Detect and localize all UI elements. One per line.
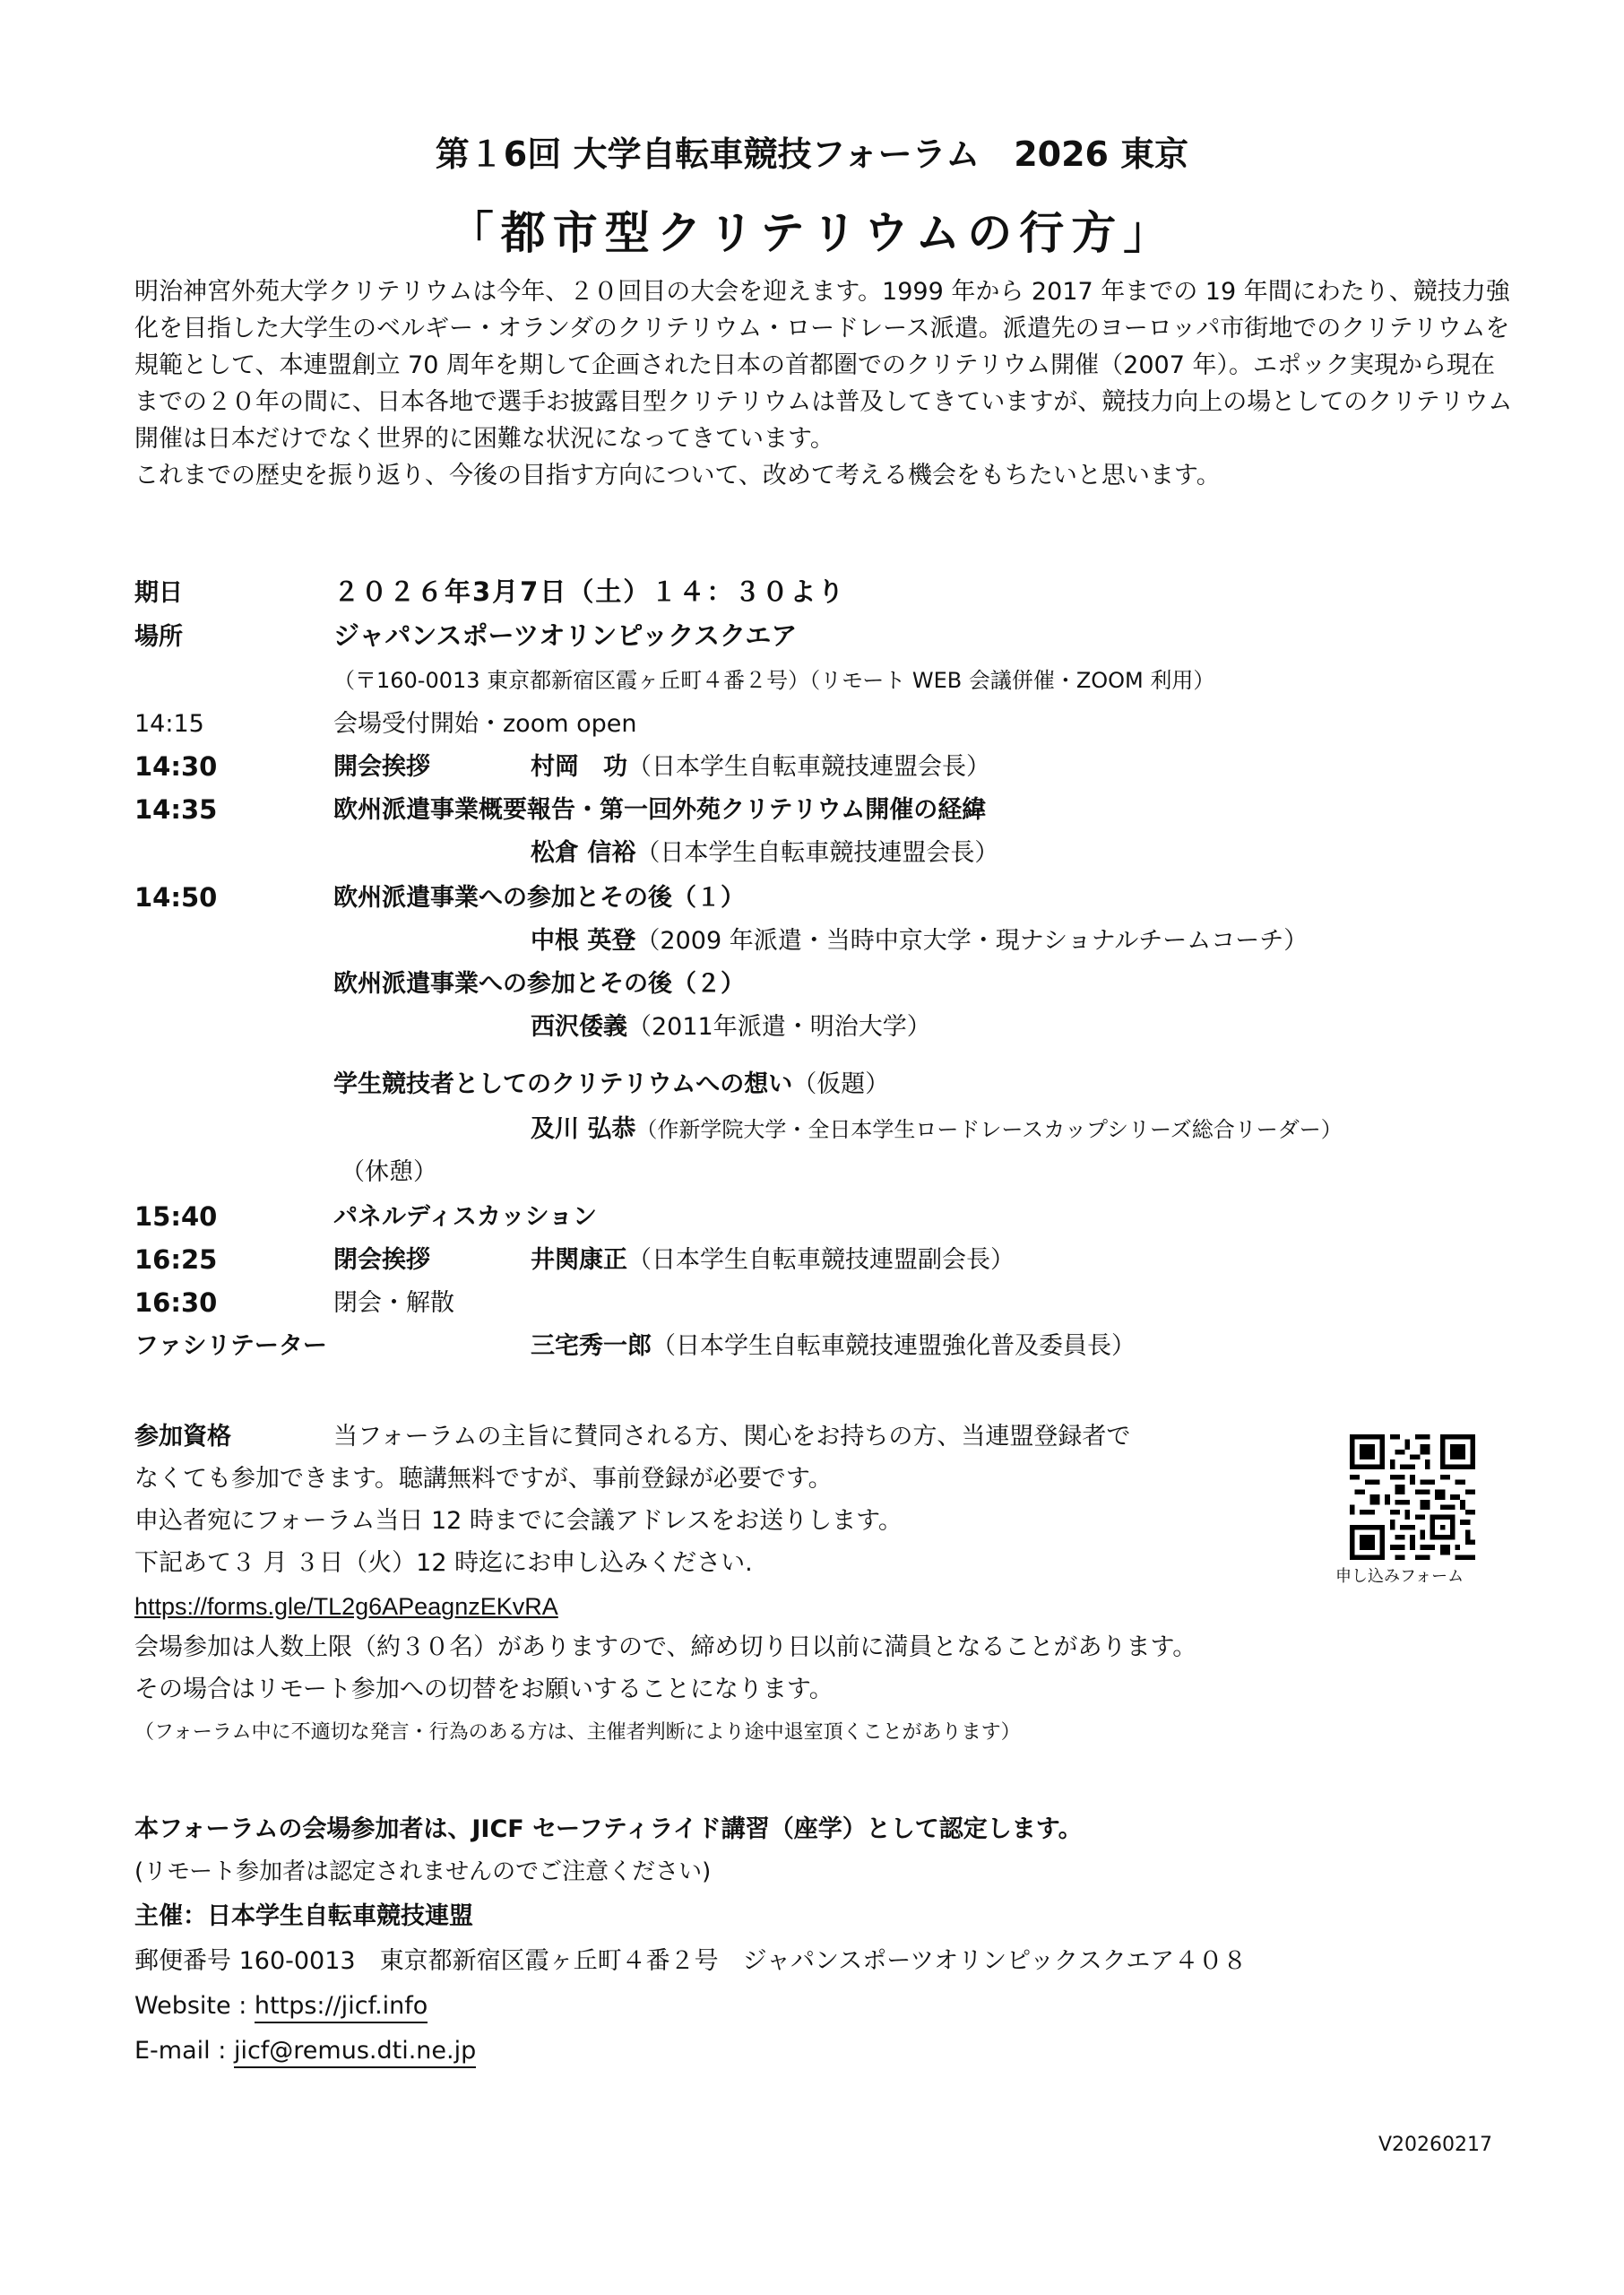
schedule-title-6: 学生競技者としてのクリテリウムへの想い (333, 1070, 793, 1098)
affil-iseki: （日本学生自転車競技連盟副会長） (627, 1246, 1015, 1274)
forum-subtitle: 「都市型クリテリウムの行方」 (448, 207, 1176, 259)
affil-matsukura: （日本学生自転車競技連盟会長） (635, 839, 999, 867)
schedule-time-4: 14:50 (134, 882, 218, 913)
intro-paragraph-2: これまでの歴史を振り返り、今後の目指す方向について、改めて考える機会をもちたいと思います。 (134, 462, 1221, 489)
schedule-time-10: 16:30 (134, 1287, 218, 1318)
schedule-title-3: 欧州派遣事業概要報告・第一回外苑クリテリウム開催の経緯 (333, 796, 987, 824)
forum-title: 第１6回 大学自転車競技フォーラム 2026 東京 (435, 134, 1189, 174)
email-link[interactable]: jicf@remus.dti.ne.jp (234, 2037, 476, 2068)
schedule-title-line-6 (333, 1070, 889, 1099)
registration-line-4: 下記あて３ 月 ３日（火）12 時迄にお申し込みください. (134, 1549, 753, 1577)
schedule-time-3: 14:35 (134, 794, 218, 825)
speaker-muraoka: 村岡 功 (531, 753, 627, 781)
qr-caption: 申し込みフォーム (1335, 1567, 1464, 1586)
schedule-title-2: 開会挨拶 (333, 753, 430, 781)
speaker-matsukura: 松倉 信裕 (531, 839, 636, 867)
affil-muraoka: （日本学生自転車競技連盟会長） (627, 753, 990, 781)
schedule-speaker-line-2 (531, 753, 990, 782)
website-link[interactable]: https://jicf.info (255, 1992, 428, 2023)
affil-oikawa: （作新学院大学・全日本学生ロードレースカップシリーズ総合リーダー） (635, 1117, 1343, 1142)
email-line (134, 2037, 476, 2066)
intro-paragraph-1: 明治神宮外苑大学クリテリウムは今年、２０回目の大会を迎えます。1999 年から 2017 年までの 19 年間にわたり、競技力強化を目指した大学生のベルギー・オランダのクリテリウム・ロードレース派遣。派遣先のヨーロッパ市街地でのクリテリウムを規範として、本連盟創立 70 周年を期して企画された日本の首都圏でのクリテリウム開催（2007 年）。エポック実現から現在までの２０年の間に、日本各地で選手お披露目型クリテリウムは普及してきていますが、競技力向上の場としてのクリテリウム開催は日本だけでなく世界的に困難な状況になってきています。 (134, 278, 1513, 453)
intro-text (134, 273, 1515, 494)
registration-label: 参加資格 (134, 1423, 231, 1451)
facilitator-label: ファシリテーター (134, 1332, 327, 1360)
website-line (134, 1992, 428, 2021)
affil-nakane: （2009 年派遣・当時中京大学・現ナショナルチームコーチ） (635, 927, 1309, 955)
registration-line-5: 会場参加は人数上限（約３０名）がありますので、締め切り日以前に満員となることがあります。 (134, 1633, 1197, 1661)
registration-line-6: その場合はリモート参加への切替をお願いすることになります。 (134, 1676, 834, 1703)
schedule-time-9: 16:25 (134, 1244, 218, 1275)
certification-note: (リモート参加者は認定されませんのでご注意ください) (134, 1858, 712, 1885)
registration-note: （フォーラム中に不適切な発言・行為のある方は、主催者判断により途中退室頂くことがあります） (134, 1721, 1021, 1744)
schedule-title-note-6: （仮題） (792, 1070, 890, 1098)
registration-line-3: 申込者宛にフォーラム当日 12 時までに会議アドレスをお送りします。 (134, 1507, 903, 1535)
schedule-speaker-line-5 (531, 1013, 931, 1042)
affil-miyake: （日本学生自転車競技連盟強化普及委員長） (652, 1332, 1136, 1360)
certification-text: 本フォーラムの会場参加者は、JICF セーフティライド講習（座学）として認定します。 (134, 1815, 1083, 1843)
registration-form-link[interactable]: https://forms.gle/TL2g6APeagnzEKvRA (134, 1593, 558, 1620)
schedule-speaker-line-4 (531, 927, 1308, 956)
schedule-title-1: 会場受付開始・zoom open (333, 710, 637, 738)
schedule-title-5: 欧州派遣事業への参加とその後（２） (333, 970, 745, 998)
speaker-nishizawa: 西沢倭義 (531, 1013, 627, 1041)
qr-code[interactable] (1350, 1434, 1475, 1560)
address-note: （〒160-0013 東京都新宿区霞ヶ丘町４番２号）（リモート WEB 会議併催・ZOOM 利用） (333, 668, 1215, 693)
schedule-title-8: パネルディスカッション (333, 1203, 598, 1231)
schedule-time-1: 14:15 (134, 710, 204, 738)
schedule-speaker-line-3 (531, 839, 998, 868)
schedule-break: （休憩） (341, 1158, 437, 1186)
schedule-title-4: 欧州派遣事業への参加とその後（１） (333, 884, 745, 912)
schedule-title-10: 閉会・解散 (333, 1289, 454, 1317)
speaker-nakane: 中根 英登 (531, 927, 636, 955)
version-code: V20260217 (1378, 2134, 1493, 2156)
schedule-speaker-line-6 (531, 1115, 1343, 1144)
schedule-speaker-line-9 (531, 1246, 1015, 1275)
email-label: E-mail : (134, 2037, 227, 2065)
schedule-time-2: 14:30 (134, 751, 218, 782)
organizer: 主催：日本学生自転車競技連盟 (134, 1902, 473, 1930)
registration-line-2: なくても参加できます。聴講無料ですが、事前登録が必要です。 (134, 1465, 833, 1493)
schedule-time-8: 15:40 (134, 1201, 218, 1232)
speaker-miyake: 三宅秀一郎 (531, 1332, 652, 1360)
affil-nishizawa: （2011年派遣・明治大学） (627, 1013, 931, 1041)
date-value: ２０２６年3月7日（土）１４：３０より (333, 576, 846, 607)
speaker-iseki: 井関康正 (531, 1246, 627, 1274)
facilitator-line (531, 1332, 1136, 1361)
schedule-title-9: 閉会挨拶 (333, 1246, 430, 1274)
speaker-oikawa: 及川 弘恭 (531, 1115, 636, 1143)
date-label: 期日 (134, 579, 183, 607)
place-value: ジャパンスポーツオリンピックスクエア (333, 620, 798, 651)
website-label: Website : (134, 1992, 247, 2020)
postal-address: 郵便番号 160-0013 東京都新宿区霞ヶ丘町４番２号 ジャパンスポーツオリンピックスクエア４０８ (134, 1947, 1248, 1975)
place-label: 場所 (134, 623, 183, 651)
registration-line-1: 当フォーラムの主旨に賛同される方、関心をお持ちの方、当連盟登録者で (333, 1423, 1131, 1451)
